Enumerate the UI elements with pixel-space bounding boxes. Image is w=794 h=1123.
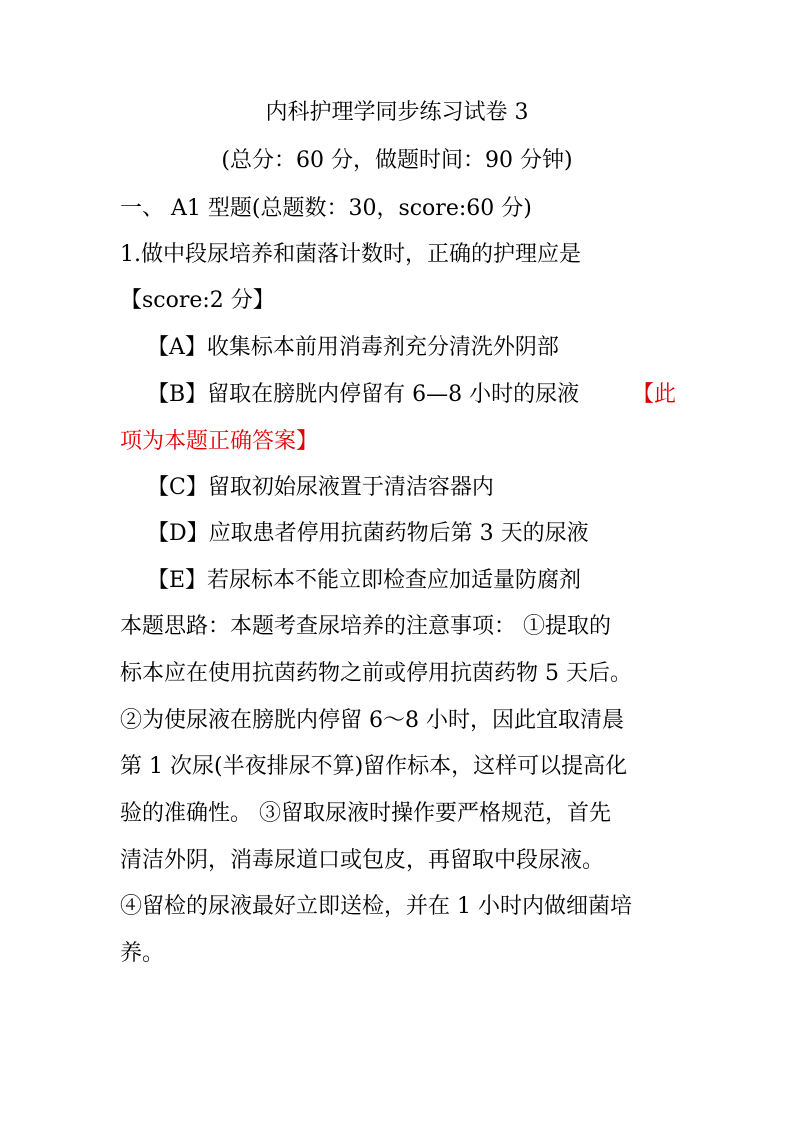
option-e: 【E】若尿标本不能立即检查应加适量防腐剂 [147, 568, 582, 593]
question-score: 【score:2 分】 [120, 288, 275, 313]
explanation-line: ②为使尿液在膀胱内停留 6～8 小时，因此宜取清晨 [120, 708, 624, 733]
option-a: 【A】收集标本前用消毒剂充分清洗外阴部 [147, 335, 559, 360]
correct-answer-mark: 【此 [632, 382, 677, 407]
explanation-line: 验的准确性。 ③留取尿液时操作要严格规范，首先 [120, 801, 611, 826]
question-stem: 1.做中段尿培养和菌落计数时，正确的护理应是 [120, 242, 581, 267]
explanation-line: 养。 [120, 941, 165, 966]
explanation-line: 本题思路：本题考查尿培养的注意事项： ①提取的 [120, 614, 611, 639]
explanation-line: 第 1 次尿(半夜排尿不算)留作标本，这样可以提高化 [120, 754, 628, 779]
document-subtitle: (总分：60 分，做题时间：90 分钟) [221, 148, 573, 173]
document-title: 内科护理学同步练习试卷 3 [265, 100, 529, 125]
section-heading: 一、 A1 型题(总题数：30，score:60 分) [120, 196, 532, 221]
option-c: 【C】留取初始尿液置于清洁容器内 [147, 475, 494, 500]
option-b: 【B】留取在膀胱内停留有 6—8 小时的尿液 [147, 382, 580, 407]
explanation-line: 清洁外阴，消毒尿道口或包皮，再留取中段尿液。 [120, 848, 605, 873]
option-d: 【D】应取患者停用抗菌药物后第 3 天的尿液 [147, 521, 589, 546]
explanation-line: 标本应在使用抗茵药物之前或停用抗茵药物 5 天后。 [120, 661, 632, 686]
explanation-line: ④留检的尿液最好立即送检，并在 1 小时内做细菌培 [120, 894, 632, 919]
correct-answer-mark-continued: 项为本题正确答案】 [120, 429, 319, 454]
